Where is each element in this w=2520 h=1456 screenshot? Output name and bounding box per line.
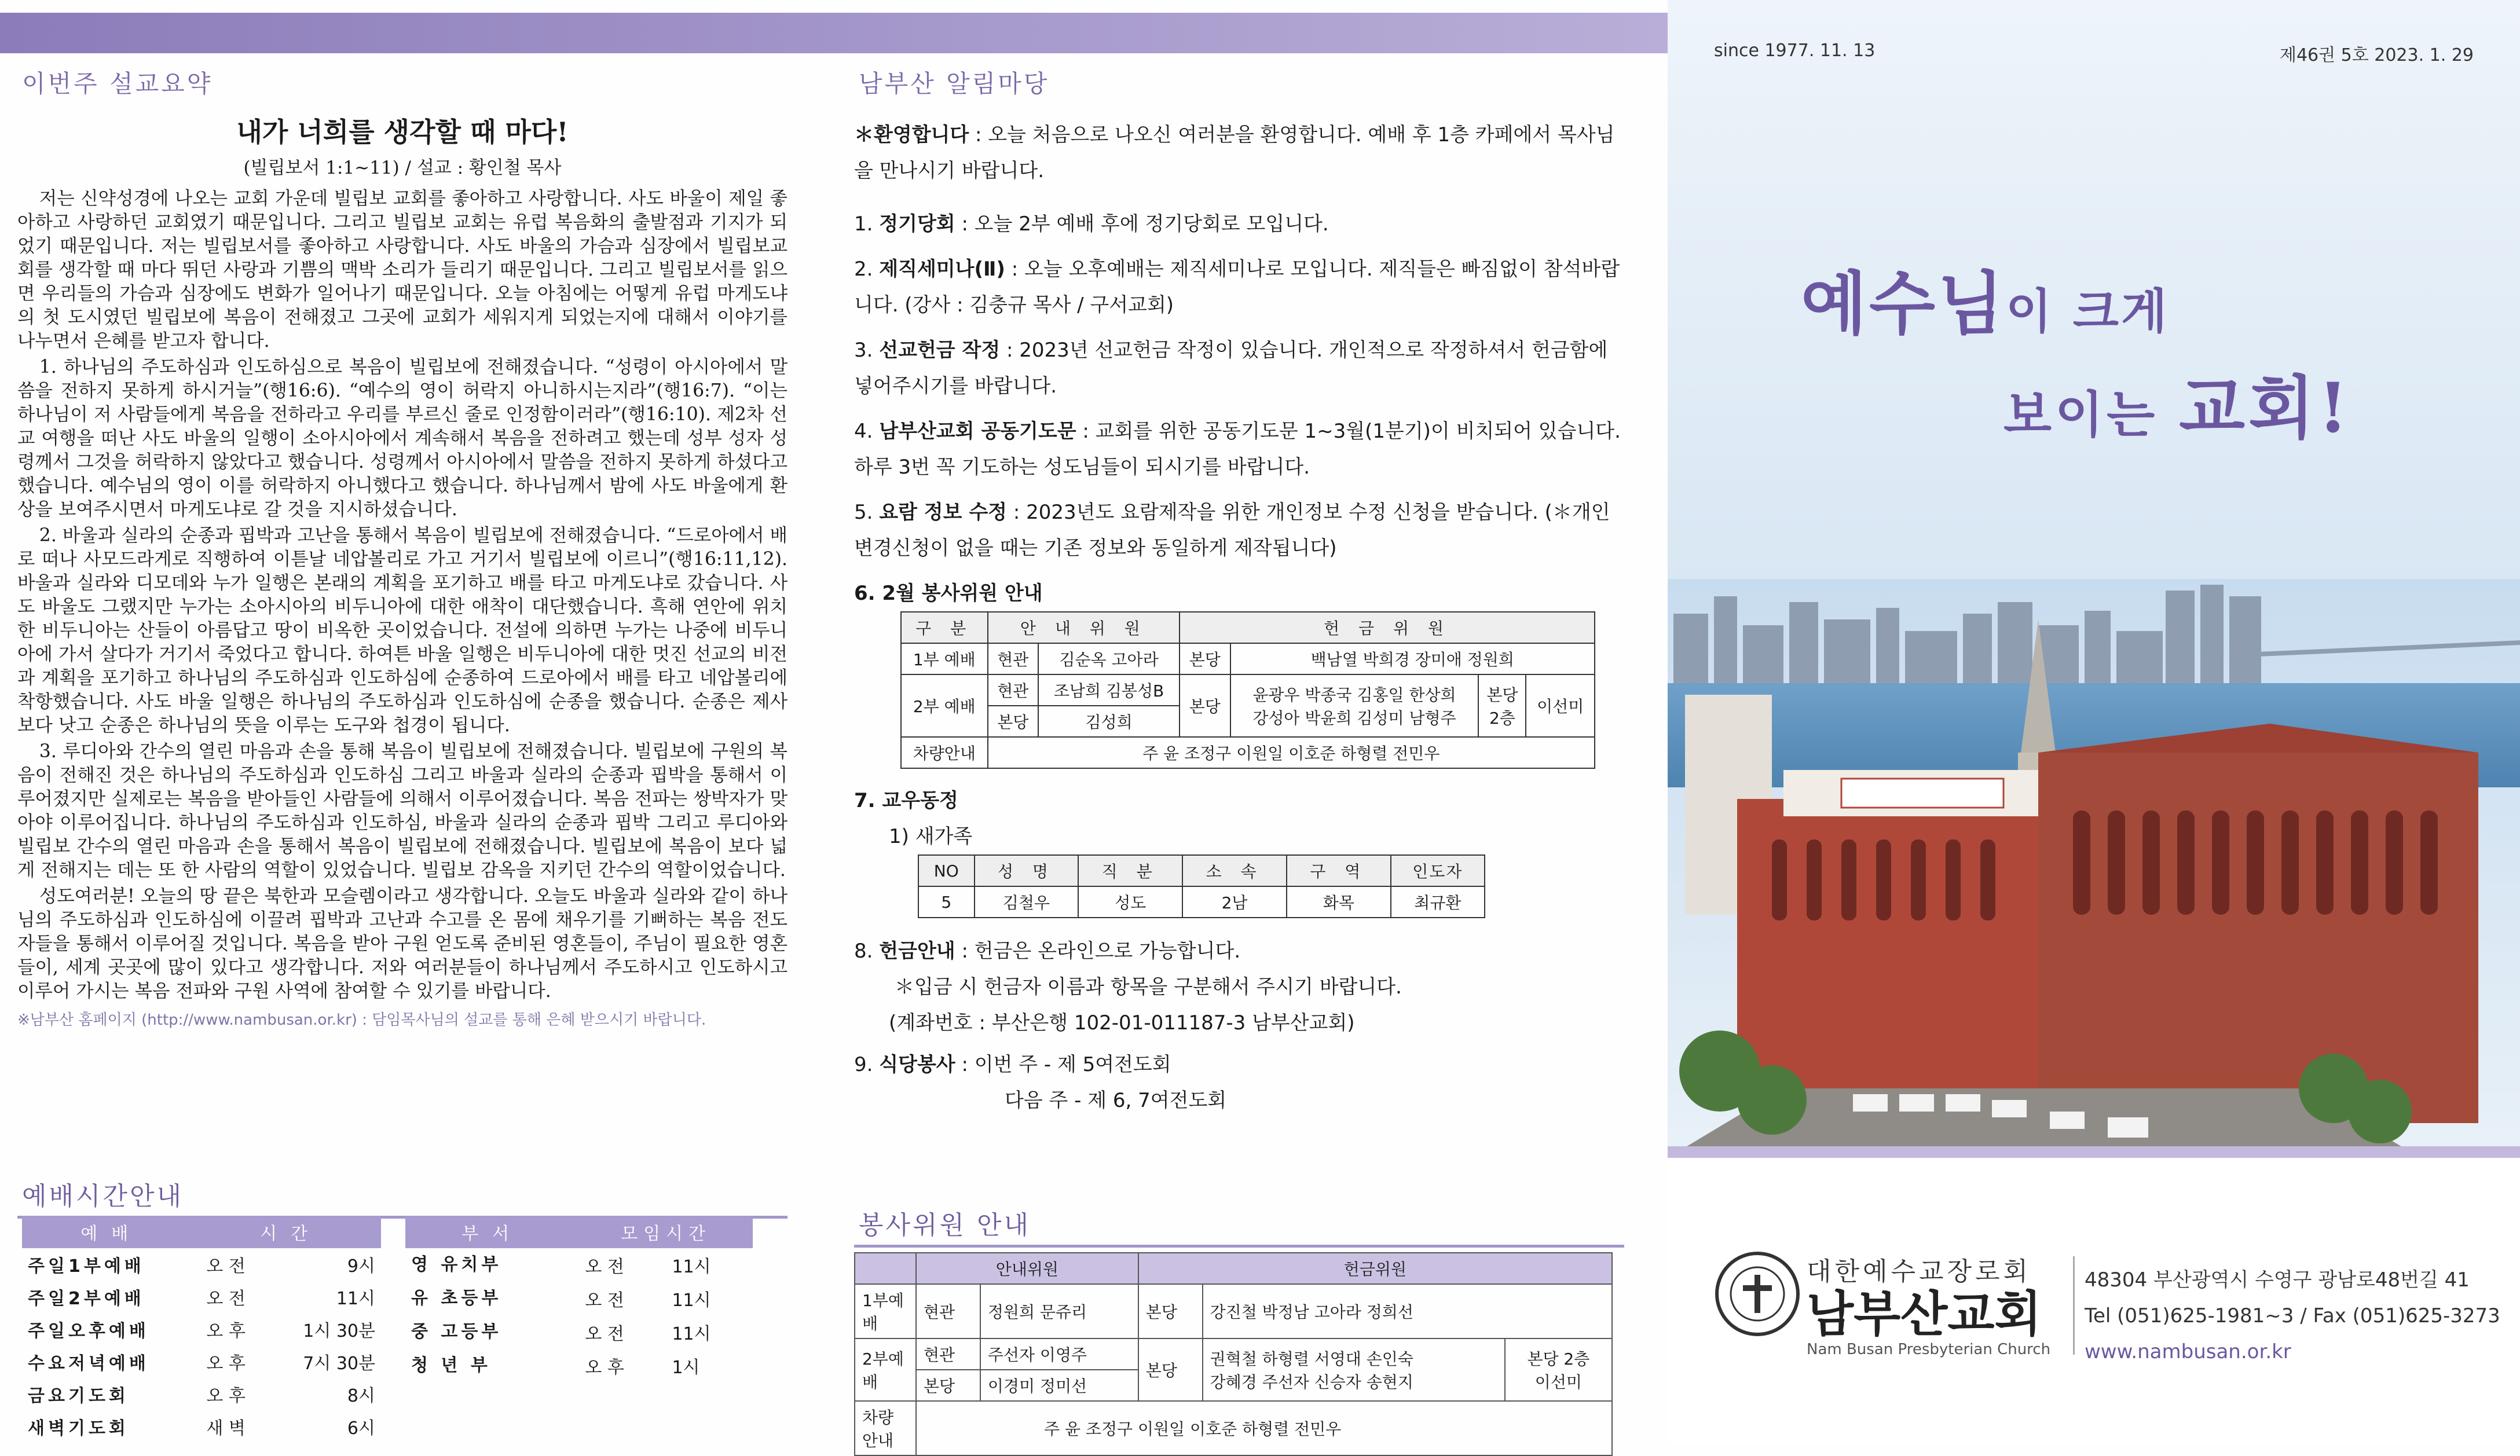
header-department: 부서 (405, 1216, 579, 1248)
cell: 주 윤 조정구 이원일 이호준 하형렬 전민우 (916, 1401, 1612, 1455)
divider (2073, 1256, 2075, 1355)
row-label: 1부예배 (855, 1284, 916, 1338)
service-time: 7시 30분 (303, 1354, 375, 1374)
service-time: 8시 (347, 1386, 375, 1406)
col-header: NO (918, 855, 975, 886)
notice-item (854, 251, 1624, 323)
church-seal-logo (1714, 1250, 1801, 1337)
headline-part: 교회! (2179, 368, 2351, 448)
table-row (22, 1378, 381, 1410)
dept-ampm: 오 후 (585, 1358, 624, 1378)
worship-section-title: 예배시간안내 (17, 1175, 788, 1219)
service-ampm: 새 벽 (206, 1418, 246, 1439)
names-line: 윤광우 박종국 김홍일 한상희 (1252, 685, 1456, 705)
col-header: 인도자 (1391, 855, 1485, 886)
notice-label: 헌금안내 (879, 940, 955, 963)
notice-item (854, 494, 1624, 566)
cell: 본당 (988, 706, 1038, 737)
col-header: 헌금위원 (1138, 1253, 1612, 1284)
sermon-paragraph: 2. 바울과 실라의 순종과 핍박과 고난을 통해서 복음이 빌립보에 전해졌습니다. “드로아에서 배로 떠나 사모드라게로 직행하여 이튿날 네압볼리로 가고 거기서 빌립보에 이르니”(행16:11,12). 바울과 실라와 디모데와 누가 일행은 본래의 계획을 포기하고 배를 타고 마게도냐로 갔습니다. 사도 바울도 그랬지만 누가는 소아시아의 비두니아에 대한 애착이 대단했습니다. 흑해 연안에 위치한 비두니아는 산들이 아름답고 땅이 비옥한 곳이었습니다. 전설에 의하면 누가는 나중에 비두니아에 가서 살다가 거기서 죽었다고 합니다. 하여튼 바울 일행은 비두니아에 대한 멋진 선교의 비전과 계획을 포기하고 하나님의 주도하심과 인도하심에 순종하여 드로아에서 배를 타고 네압볼리에 착항했습니다. 사도 바울 일행은 하나님의 주도하심과 인도하심에 순종을 했습니다. 순종은 제사보다 낫고 순종은 하나님의 뜻을 이루는 도구와 첩경이 됩니다. (17, 525, 788, 736)
cell: 조남희 김봉성B (1038, 674, 1180, 706)
cell: 화목 (1287, 886, 1391, 918)
dept-time: 1시 (672, 1358, 700, 1378)
sermon-paragraph: 3. 루디아와 간수의 열린 마음과 손을 통해 복음이 빌립보에 전해졌습니다. 빌립보에 구원의 복음이 전해진 것은 하나님의 주도하심과 인도하심 그리고 바울과 실라의 순종과 핍박을 통해서 이루어졌지만 실제로는 복음을 받아들인 사람들에 의해서 이루어졌습니다. 복음 전파는 쌍박자가 맞아야 이루어집니다. 하나님의 주도하심과 인도하심, 바울과 실라의 순종과 핍박 그리고 루디아와 빌립보 간수의 열린 마음과 손을 통해서 복음이 빌립보에 전해졌습니다. 빌립보에 복음이 보다 넓게 전해지는 데는 또 한 사람의 역할이 있었습니다. 빌립보 감옥을 지키던 간수의 역할이었습니다. (17, 741, 788, 881)
cell: 본당 2층 (1478, 674, 1526, 737)
service-ampm: 오 후 (206, 1386, 246, 1406)
dept-name: 중 고등부 (411, 1322, 502, 1342)
cell: 백남열 박희경 장미애 정원희 (1230, 643, 1595, 674)
dept-ampm: 오 전 (585, 1324, 624, 1344)
service-name: 주일오후예배 (28, 1321, 149, 1341)
servers-table (854, 1252, 1613, 1456)
row-label: 1부 예배 (901, 643, 988, 674)
cover-panel (1668, 0, 2520, 1445)
notice-text: : 이번 주 - 제 5여전도회 (961, 1053, 1171, 1076)
notice-label: 식당봉사 (879, 1053, 955, 1076)
table-row (22, 1410, 381, 1443)
row-label: 차량안내 (901, 737, 988, 768)
notice-label: 정기당회 (879, 212, 955, 236)
cell (1203, 1338, 1505, 1401)
sermon-paragraph: 1. 하나님의 주도하심과 인도하심으로 복음이 빌립보에 전해졌습니다. “성령이 아시아에서 말씀을 전하지 못하게 하시거늘”(행16:6). “예수의 영이 허락지 아니하시는지라”(행16:7). “이는 하나님이 저 사람들에게 복음을 전하라고 우리를 부르신 줄로 인정함이러라”(행16:10). 제2차 선교 여행을 떠난 사도 바울의 일행이 소아시아에서 계속해서 복음을 전하려고 했는데 성부 성자 성령께서 그것을 허락하지 않았다고 했습니다. 성령께서 아시아에서 말씀을 전하지 못하게 하셨다고 했습니다. 예수님의 영이 이를 허락하지 아니했다고 했습니다. 하나님께서 밤에 사도 바울에게 환상을 보여주시면서 마게도냐로 갈 것을 지시하셨습니다. (17, 357, 788, 520)
cell: 현관 (916, 1338, 980, 1370)
row-label: 2부예배 (855, 1338, 916, 1401)
cell: 이경미 정미선 (980, 1370, 1138, 1401)
cell: 주선자 이영주 (980, 1338, 1138, 1370)
notice-number: 5. (854, 501, 873, 524)
table-row (855, 1401, 1612, 1455)
dept-ampm: 오 전 (585, 1257, 624, 1277)
headline-line1 (1801, 249, 2169, 347)
service-ampm: 오 후 (206, 1354, 246, 1374)
since-date: since 1977. 11. 13 (1714, 41, 1876, 61)
service-name: 금요기도회 (28, 1386, 129, 1406)
blank-header (855, 1253, 916, 1284)
col-header: 안내위원 (916, 1253, 1138, 1284)
service-ampm: 오 후 (206, 1321, 246, 1341)
cell (1230, 674, 1479, 737)
cell: 본당 (1180, 643, 1230, 674)
feb-servers-table (900, 611, 1595, 769)
cell: 이선미 (1526, 674, 1595, 737)
service-time: 9시 (347, 1256, 375, 1277)
dept-ampm: 오 전 (585, 1290, 624, 1311)
names-line: 강성아 박윤희 김성미 남형주 (1252, 709, 1456, 728)
table-row (22, 1281, 381, 1313)
cell: 김순옥 고아라 (1038, 643, 1180, 674)
col-header: 구 분 (901, 612, 988, 643)
notice-label: 선교헌금 작정 (879, 339, 1001, 362)
welcome-text: : 오늘 처음으로 나오신 여러분을 환영합니다. 예배 후 1층 카페에서 목사님을 만나시기 바랍니다. (854, 123, 1615, 182)
headline-part: 예수님 (1801, 263, 2006, 344)
church-name-english: Nam Busan Presbyterian Church (1807, 1341, 2051, 1358)
church-photo (1668, 579, 2520, 1158)
cell: 최규환 (1391, 886, 1485, 918)
notice-number: 8. (854, 940, 873, 963)
notices-section-title: 남부산 알림마당 (859, 69, 1050, 98)
cell: 현관 (988, 674, 1038, 706)
homepage-note: ※남부산 홈페이지 (http://www.nambusan.or.kr) : 담임목사님의 설교를 통해 은혜 받으시기 바랍니다. (17, 1011, 706, 1029)
table-row (901, 674, 1595, 706)
dept-time: 11시 (672, 1290, 711, 1311)
table-row (405, 1349, 753, 1382)
denomination: 대한예수교장로회 (1807, 1257, 2032, 1286)
col-header: 소 속 (1182, 855, 1287, 886)
offering-notice (854, 933, 1624, 1041)
cell: 김철우 (975, 886, 1079, 918)
header-band (0, 13, 1668, 53)
notice-number: 1. (854, 212, 873, 236)
welcome-label: ＊환영합니다 (854, 123, 969, 146)
feb-servers-heading: 6. 2월 봉사위원 안내 (854, 582, 1043, 605)
cell: 본당 (916, 1370, 980, 1401)
table-row (901, 737, 1595, 768)
table-row (405, 1315, 753, 1349)
headline-part: 이 크게 (2005, 284, 2170, 339)
notice-number: 4. (854, 420, 873, 443)
account-line: (계좌번호 : 부산은행 102-01-011187-3 남부산교회) (889, 1011, 1355, 1035)
notice-number: 9. (854, 1053, 873, 1076)
cell (1505, 1338, 1612, 1401)
feb-servers-title (854, 575, 1624, 611)
cell: 강진철 박정남 고아라 정희선 (1203, 1284, 1612, 1338)
notice-label: 남부산교회 공동기도문 (879, 420, 1076, 443)
cell: 현관 (916, 1284, 980, 1338)
notice-label: 제직세미나(Ⅱ) (879, 258, 1005, 281)
table-row (901, 643, 1595, 674)
notice-number: 2. (854, 258, 873, 281)
dept-name: 청 년 부 (411, 1355, 491, 1376)
service-name: 새벽기도회 (28, 1418, 129, 1439)
worship-table (22, 1216, 381, 1443)
header-meeting-time: 모임시간 (579, 1216, 753, 1248)
cell: 2남 (1182, 886, 1287, 918)
header-worship: 예배 (22, 1216, 200, 1248)
address-line: 48304 부산광역시 수영구 광남로48번길 41 (2085, 1268, 2470, 1292)
cell: 본당 (1138, 1284, 1203, 1338)
cell: 김성희 (1038, 706, 1180, 737)
website-link[interactable]: www.nambusan.or.kr (2085, 1340, 2291, 1363)
notice-label: 요람 정보 수정 (879, 501, 1008, 524)
new-family-table (918, 854, 1485, 918)
table-row (855, 1338, 1612, 1370)
names-line: 이선미 (1534, 1373, 1582, 1392)
header-time: 시간 (200, 1216, 381, 1248)
cell: 현관 (988, 643, 1038, 674)
headline-line2 (2003, 353, 2351, 452)
names-line: 권혁철 하형렬 서영대 손인숙 (1210, 1349, 1413, 1369)
place-line: 본당 2층 (1527, 1349, 1590, 1369)
notice-item (854, 413, 1624, 485)
table-row (405, 1248, 753, 1282)
dept-name: 유 초등부 (411, 1288, 502, 1308)
sermon-paragraph: 저는 신약성경에 나오는 교회 가운데 빌립보 교회를 좋아하고 사랑합니다. 사도 바울이 제일 좋아하고 사랑하던 교회였기 때문입니다. 그리고 빌립보 교회는 유럽 복음화의 출발점과 기지가 되었기 때문입니다. 저는 빌립보서를 좋아하고 사랑합니다. 사도 바울의 가슴과 심장에서 빌립보교회를 생각할 때 마다 뛰던 사랑과 기쁨의 맥박 소리가 들리기 때문입니다. 그리고 빌립보서를 읽으면 우리들의 가슴과 심장에도 변화가 일어나기 때문입니다. 오늘 아침에는 어떻게 유럽 마게도냐의 첫 도시였던 빌립보에 복음이 전해졌고 그곳에 교회가 세워지게 되었는지에 대해서 이야기를 나누면서 은혜를 받고자 합니다. (17, 188, 788, 351)
service-name: 주일2부예배 (28, 1289, 145, 1309)
headline-part: 보이는 (2003, 386, 2180, 444)
servers-section (854, 1204, 1624, 1456)
dept-time: 11시 (672, 1324, 711, 1344)
notice-text: : 교회를 위한 공동기도문 1~3월(1분기)이 비치되어 있습니다. 하루 3번 꼭 기도하는 성도님들이 되시기를 바랍니다. (854, 420, 1621, 479)
phone-line: Tel (051)625-1981~3 / Fax (051)625-3273 (2085, 1304, 2500, 1327)
church-name-block (1807, 1250, 2050, 1358)
notice-number: 3. (854, 339, 873, 362)
service-time: 1시 30분 (303, 1321, 375, 1341)
notice-text: : 오늘 오후예배는 제직세미나로 모입니다. 제직들은 빠짐없이 참석바랍니다. (강사 : 김충규 목사 / 구서교회) (854, 258, 1620, 317)
table-row (855, 1284, 1612, 1338)
service-ampm: 오 전 (206, 1256, 246, 1277)
cell: 본당 (1138, 1338, 1203, 1401)
cell: 주 윤 조정구 이원일 이호준 하형렬 전민우 (988, 737, 1595, 768)
service-ampm: 오 전 (206, 1289, 246, 1309)
notice-text: : 헌금은 온라인으로 가능합니다. (961, 940, 1241, 963)
sermon-section-title: 이번주 설교요약 (22, 69, 213, 98)
notice-item (854, 332, 1624, 404)
col-header: 구 역 (1287, 855, 1391, 886)
cell: 정원희 문쥬리 (980, 1284, 1138, 1338)
table-row (22, 1345, 381, 1378)
news-heading: 7. 교우동정 (854, 789, 958, 812)
sermon-paragraph: 성도여러분! 오늘의 땅 끝은 북한과 모슬렘이라고 생각합니다. 오늘도 바울과 실라와 같이 하나님의 주도하심과 인도하심에 이끌려 핍박과 고난과 수고를 온 몸에 채우기를 기뻐하는 복음 전도자들을 통해서 이루어질 것입니다. 복음을 받아 구원 얻도록 준비된 영혼들이, 주님이 필요한 영혼들이, 세계 곳곳에 많이 있다고 생각합니다. 저와 여러분들이 하나님께서 주도하시고 인도하시고 이루어 가시는 복음 전파와 구원 사역에 참여할 수 있기를 바랍니다. (17, 886, 788, 1002)
offering-line: ＊입금 시 헌금자 이름과 항목을 구분해서 주시기 바랍니다. (895, 975, 1402, 999)
notice-item (854, 206, 1624, 242)
sermon-subtitle: (빌립보서 1:1~11) / 설교 : 황인철 목사 (243, 157, 562, 178)
col-header: 직 분 (1078, 855, 1182, 886)
col-header: 성 명 (975, 855, 1079, 886)
cell: 본당 (1180, 674, 1230, 737)
cell: 성도 (1078, 886, 1182, 918)
new-family-subtitle: 1) 새가족 (889, 825, 973, 848)
sermon-title: 내가 너희를 생각할 때 마다! (236, 116, 569, 148)
cell: 5 (918, 886, 975, 918)
service-name: 수요저녁예배 (28, 1354, 149, 1374)
dept-time: 11시 (672, 1257, 711, 1277)
department-table (405, 1216, 753, 1382)
welcome-notice (854, 117, 1624, 189)
worship-section (17, 1175, 788, 1219)
names-line: 강혜경 주선자 신승자 송현지 (1210, 1373, 1413, 1392)
row-label: 2부 예배 (901, 674, 988, 737)
kitchen-notice (854, 1047, 1624, 1118)
service-time: 11시 (336, 1289, 375, 1309)
table-row (918, 886, 1485, 918)
notice-text: : 오늘 2부 예배 후에 정기당회로 모입니다. (961, 212, 1329, 236)
notice-text: : 2023년도 요람제작을 위한 개인정보 수정 신청을 받습니다. (＊개인 변경신청이 없을 때는 기존 정보와 동일하게 제작됩니다) (854, 501, 1610, 560)
servers-section-title: 봉사위원 안내 (854, 1204, 1624, 1248)
contact-block (2085, 1262, 2500, 1370)
table-row (22, 1248, 381, 1281)
issue-number: 제46권 5호 2023. 1. 29 (2279, 45, 2474, 65)
row-label: 차량안내 (855, 1401, 916, 1455)
service-time: 6시 (347, 1418, 375, 1439)
notice-text: 다음 주 - 제 6, 7여전도회 (1005, 1089, 1227, 1112)
table-row (405, 1282, 753, 1315)
service-name: 주일1부예배 (28, 1256, 145, 1277)
col-header: 헌 금 위 원 (1180, 612, 1595, 643)
news-title (854, 783, 1624, 819)
table-row (22, 1313, 381, 1345)
notice-text: : 2023년 선교헌금 작정이 있습니다. 개인적으로 작정하셔서 헌금함에 넣어주시기를 바랍니다. (854, 339, 1608, 398)
church-name: 남부산교회 (1807, 1286, 2042, 1343)
col-header: 안 내 위 원 (988, 612, 1180, 643)
dept-name: 영 유치부 (411, 1255, 502, 1275)
church-photo-image (1668, 579, 2520, 1158)
